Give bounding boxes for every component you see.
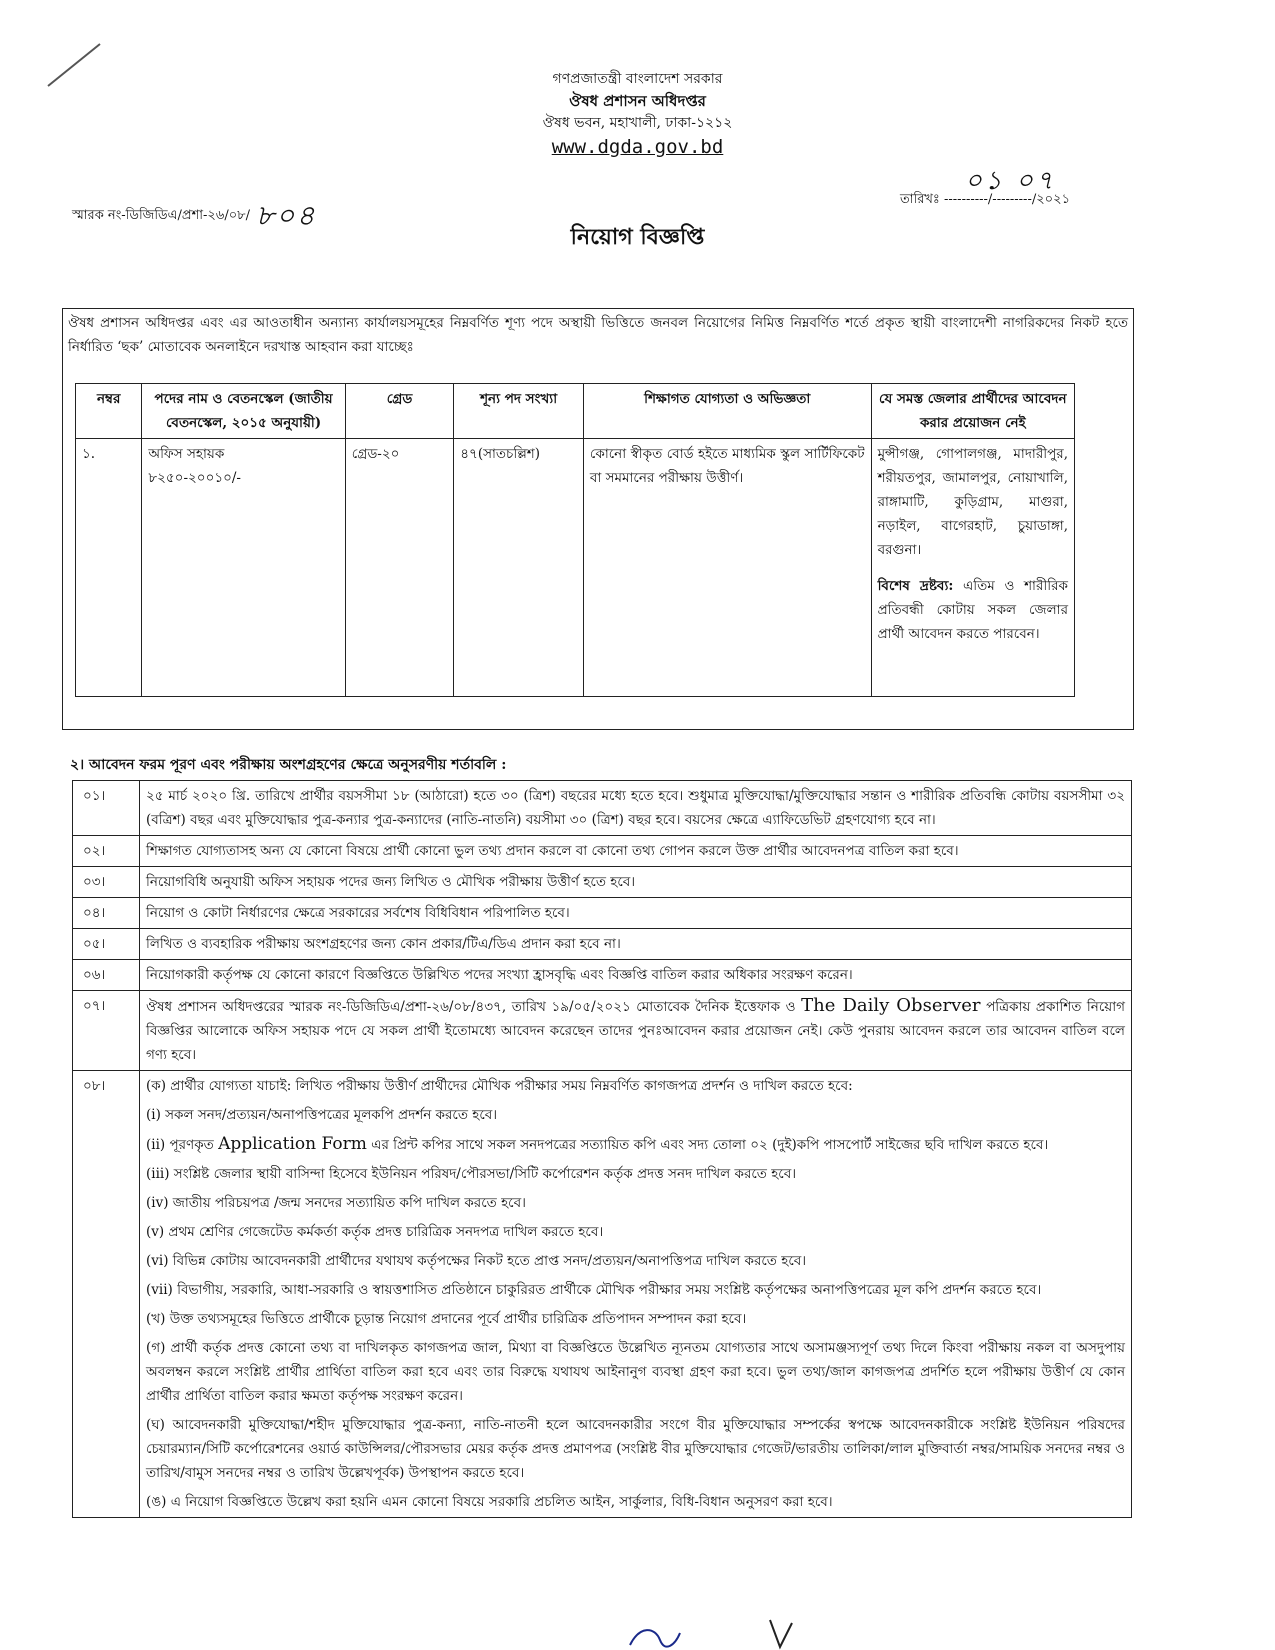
organization-name: ঔষধ প্রশাসন অধিদপ্তর [569,92,706,110]
condition-number: ০৩। [73,867,140,898]
table-row [73,781,1132,836]
col-grade: গ্রেড [345,384,454,439]
memo-label: স্মারক নং-ডিজিডিএ/প্রশা-২৬/০৮/ [72,208,250,223]
special-note [878,574,1068,646]
condition-8-uma: (ঙ) এ নিয়োগ বিজ্ঞপ্তিতে উল্লেখ করা হয়নি এমন কোনো বিষয়ে সরকারি প্রচলিত আইন, সার্কুলার, বিধি-বিধান অনুসরণ করা হবে। [146,1494,833,1510]
col-districts: যে সমস্ত জেলার প্রার্থীদের আবেদন করার প্রয়োজন নেই [871,384,1074,439]
date-line: তারিখঃ ----------/---------/২০২১ [900,192,1071,207]
handwritten-date: ০১ ০৭ [965,166,1056,196]
application-form-label: Application Form [218,1134,367,1154]
signature-mark [620,1615,820,1650]
condition-text: লিখিত ও ব্যবহারিক পরীক্ষায় অংশগ্রহণের জন্য কোন প্রকার/টিএ/ডিএ প্রদান করা হবে না। [140,929,1132,960]
table-row [73,836,1132,867]
row-vacancies: ৪৭(সাতচল্লিশ) [454,439,584,697]
condition-number: ০৪। [73,898,140,929]
row-grade: গ্রেড-২০ [345,439,454,697]
condition-8-ii-a: (ii) পূরণকৃত [146,1137,214,1153]
condition-8-iii: (iii) সংশ্লিষ্ট জেলার স্থায়ী বাসিন্দা হিসেবে ইউনিয়ন পরিষদ/পৌরসভা/সিটি কর্পোরেশন কর্তৃক প্রদত্ত সনদ দাখিল করতে হবে। [146,1166,797,1182]
condition-8-i: (i) সকল সনদ/প্রত্যয়ন/অনাপত্তিপত্রের মূলকপি প্রদর্শন করতে হবে। [146,1107,498,1123]
table-row [73,867,1132,898]
condition-8-vii: (vii) বিভাগীয়, সরকারি, আধা-সরকারি ও স্বায়ত্তশাসিত প্রতিষ্ঠানে চাকুরিরত প্রার্থীকে মৌখিক পরীক্ষার সময় সংশ্লিষ্ট কর্তৃপক্ষের অনাপত্তিপত্রের মূল কপি প্রদর্শন করতে হবে। [146,1282,1042,1298]
notice-title: নিয়োগ বিজ্ঞপ্তি [570,224,705,250]
post-name: অফিস সহায়ক [148,446,225,462]
table-row [73,960,1132,991]
condition-text: নিয়োগবিধি অনুযায়ী অফিস সহায়ক পদের জন্য লিখিত ও মৌখিক পরীক্ষায় উত্তীর্ণ হতে হবে। [140,867,1132,898]
table-row [73,1071,1132,1518]
condition-number: ০৮। [73,1071,140,1518]
condition-8-ga: (গ) প্রার্থী কর্তৃক প্রদত্ত কোনো তথ্য বা দাখিলকৃত কাগজপত্র জাল, মিথ্যা বা বিজ্ঞপ্তিতে উল্লেখিত ন্যূনতম যোগ্যতার সাথে অসামঞ্জস্যপূর্ণ তথ্য দিলে কিংবা পরীক্ষায় নকল বা অসদুপায় অবলম্বন করলে সংশ্লিষ্ট প্রার্থীর প্রার্থিতা বাতিল করা হবে এবং তার বিরুদ্ধে যথাযথ আইনানুগ ব্যবস্থা গ্রহণ করা হবে। ভুল তথ্য/জাল কাগজপত্র প্রদর্শিত হলে পরীক্ষায় উত্তীর্ণ যে কোন প্রার্থীর প্রার্থিতা বাতিল করার ক্ষমতা কর্তৃপক্ষ সংরক্ষণ করেন। [146,1340,1125,1404]
intro-text: ঔষধ প্রশাসন অধিদপ্তর এবং এর আওতাধীন অন্যান্য কার্যালয়সমূহের নিম্নবর্ণিত শূণ্য পদে অস্থায়ী ভিত্তিতে জনবল নিয়োগের নিমিত্ত নিম্নবর্ণিত শর্তে প্রকৃত স্থায়ী বাংলাদেশী নাগরিকদের নিকট হতে নির্ধারিত ‘ছক’ মোতাবেক অনলাইনে দরখাস্ত আহবান করা যাচ্ছেঃ [68,315,1128,355]
condition-text: শিক্ষাগত যোগ্যতাসহ অন্য যে কোনো বিষয়ে প্রার্থী কোনো ভুল তথ্য প্রদান করলে বা কোনো তথ্য গোপন করলে উক্ত প্রার্থীর আবেদনপত্র বাতিল করা হবে। [140,836,1132,867]
condition-8-vi: (vi) বিভিন্ন কোটায় আবেদনকারী প্রার্থীদের যথাযথ কর্তৃপক্ষের নিকট হতে প্রাপ্ত সনদ/প্রত্যয়ন/অনাপত্তিপত্র দাখিল করতে হবে। [146,1253,807,1269]
post-table [75,383,1075,697]
government-name: গণপ্রজাতন্ত্রী বাংলাদেশ সরকার [552,71,723,87]
handwritten-memo-number: ৮০৪ [255,199,317,232]
row-qualification: কোনো স্বীকৃত বোর্ড হইতে মাধ্যমিক স্কুল সার্টিফিকেট বা সমমানের পরীক্ষায় উত্তীর্ণ। [583,439,871,697]
condition-number: ০৫। [73,929,140,960]
conditions-table [72,780,1132,1518]
section-2-title: ২। আবেদন ফরম পূরণ এবং পরীক্ষায় অংশগ্রহণের ক্ষেত্রে অনুসরণীয় শর্তাবলি : [70,757,507,773]
condition-number: ০১। [73,781,140,836]
condition-8-gha: (ঘ) আবেদনকারী মুক্তিযোদ্ধা/শহীদ মুক্তিযোদ্ধার পুত্র-কন্যা, নাতি-নাতনী হলে আবেদনকারীর সংগে বীর মুক্তিযোদ্ধার সম্পর্কের স্বপক্ষে আবেদনকারীকে সংশ্লিষ্ট ইউনিয়ন পরিষদের চেয়ারম্যান/সিটি কর্পোরেশনের ওয়ার্ড কাউন্সিলর/পৌরসভার মেয়র কর্তৃক প্রদত্ত প্রমাণপত্র (সংশ্লিষ্ট বীর মুক্তিযোদ্ধার গেজেট/ভারতীয় তালিকা/লাল মুক্তিবার্তা নম্বর/সাময়িক সনদের নম্বর ও তারিখ/বামুস সনদের নম্বর ও তারিখ উল্লেখপূর্বক) উপস্থাপন করতে হবে। [146,1417,1125,1481]
condition-number: ০৬। [73,960,140,991]
col-vacancies: শূন্য পদ সংখ্যা [454,384,584,439]
condition-7-text-b: পত্রিকায় প্রকাশিত নিয়োগ বিজ্ঞপ্তির আলোকে অফিস সহায়ক পদে যে সকল প্রার্থী ইতোমধ্যে আবেদন করেছেন তাদের পুনঃআবেদন করার প্রয়োজন নেই। কেউ পুনরায় আবেদন করলে তার আবেদন বাতিল বলে গণ্য হবে। [146,999,1125,1063]
row-districts [871,439,1074,697]
condition-7-text-a: ঔষধ প্রশাসন অধিদপ্তরের স্মারক নং-ডিজিডিএ/প্রশা-২৬/০৮/৪৩৭, তারিখ ১৯/০৫/২০২১ মোতাবেক দৈনিক ইত্তেফাক ও [146,999,796,1015]
condition-8-v: (v) প্রথম শ্রেণির গেজেটেড কর্মকর্তা কর্তৃক প্রদত্ত চারিত্রিক সনদপত্র দাখিল করতে হবে। [146,1224,604,1240]
col-qualification: শিক্ষাগত যোগ্যতা ও অভিজ্ঞতা [583,384,871,439]
letterhead [0,68,1275,158]
table-row [76,439,1075,697]
condition-8-ii [146,1132,1125,1157]
table-row [73,929,1132,960]
condition-text [140,1071,1132,1518]
col-post-name: পদের নাম ও বেতনস্কেল (জাতীয় বেতনস্কেল, ২০১৫ অনুযায়ী) [142,384,345,439]
pay-scale: ৮২৫০-২০০১০/- [148,470,241,486]
row-post [142,439,345,697]
condition-text: নিয়োগকারী কর্তৃপক্ষ যে কোনো কারণে বিজ্ঞপ্তিতে উল্লিখিত পদের সংখ্যা হ্রাসবৃদ্ধি এবং বিজ্ঞপ্তি বাতিল করার অধিকার সংরক্ষণ করেন। [140,960,1132,991]
website-link[interactable]: www.dgda.gov.bd [551,136,724,158]
special-note-text: এতিম ও শারীরিক প্রতিবন্ধী কোটায় সকল জেলার প্রার্থী আবেদন করতে পারবেন। [877,578,1068,642]
condition-text: ২৫ মার্চ ২০২০ খ্রি. তারিখে প্রার্থীর বয়সসীমা ১৮ (আঠারো) হতে ৩০ (ত্রিশ) বছরের মধ্যে হতে হবে। শুধুমাত্র মুক্তিযোদ্ধা/মুক্তিযোদ্ধার সন্তান ও শারীরিক প্রতিবন্ধি কোটায় বয়সসীমা ৩২ (বত্রিশ) বছর এবং মুক্তিযোদ্ধার পুত্র-কন্যার পুত্র-কন্যাদের (নাতি-নাতনি) বয়সীমা ৩০ (ত্রিশ) বছর হবে। বয়সের ক্ষেত্রে এ্যাফিডেভিট গ্রহণযোগ্য হবে না। [140,781,1132,836]
special-note-label: বিশেষ দ্রষ্টব্য: [877,578,954,594]
row-number: ১. [76,439,142,697]
table-row [73,898,1132,929]
organization-address: ঔষধ ভবন, মহাখালী, ঢাকা-১২১২ [542,115,733,131]
condition-8-intro: (ক) প্রার্থীর যোগ্যতা যাচাই: লিখিত পরীক্ষায় উত্তীর্ণ প্রার্থীদের মৌখিক পরীক্ষার সময় নিম্নবর্ণিত কাগজপত্র প্রদর্শন ও দাখিল করতে হবে: [146,1078,853,1094]
condition-text [140,991,1132,1071]
table-header-row [76,384,1075,439]
newspaper-name: The Daily Observer [801,995,981,1016]
condition-8-ii-b: এর প্রিন্ট কপির সাথে সকল সনদপত্রের সত্যায়িত কপি এবং সদ্য তোলা ০২ (দুই)কপি পাসপোর্ট সাইজের ছবি দাখিল করতে হবে। [371,1137,1049,1153]
col-number: নম্বর [76,384,142,439]
condition-number: ০২। [73,836,140,867]
table-row [73,991,1132,1071]
condition-8-kha: (খ) উক্ত তথ্যসমূহের ভিত্তিতে প্রার্থীকে চূড়ান্ত নিয়োগ প্রদানের পূর্বে প্রার্থীর চারিত্রিক প্রতিপাদন সম্পাদন করা হবে। [146,1311,747,1327]
condition-8-iv: (iv) জাতীয় পরিচয়পত্র /জন্ম সনদের সত্যায়িত কপি দাখিল করতে হবে। [146,1195,526,1211]
condition-text: নিয়োগ ও কোটা নির্ধারণের ক্ষেত্রে সরকারের সর্বশেষ বিধিবিধান পরিপালিত হবে। [140,898,1132,929]
excluded-districts: মুন্সীগঞ্জ, গোপালগঞ্জ, মাদারীপুর, শরীয়তপুর, জামালপুর, নোয়াখালি, রাঙ্গামাটি, কুড়িগ্রাম, মাগুরা, নড়াইল, বাগেরহাট, চুয়াডাঙ্গা, বরগুনা। [877,446,1068,558]
condition-number: ০৭। [73,991,140,1071]
